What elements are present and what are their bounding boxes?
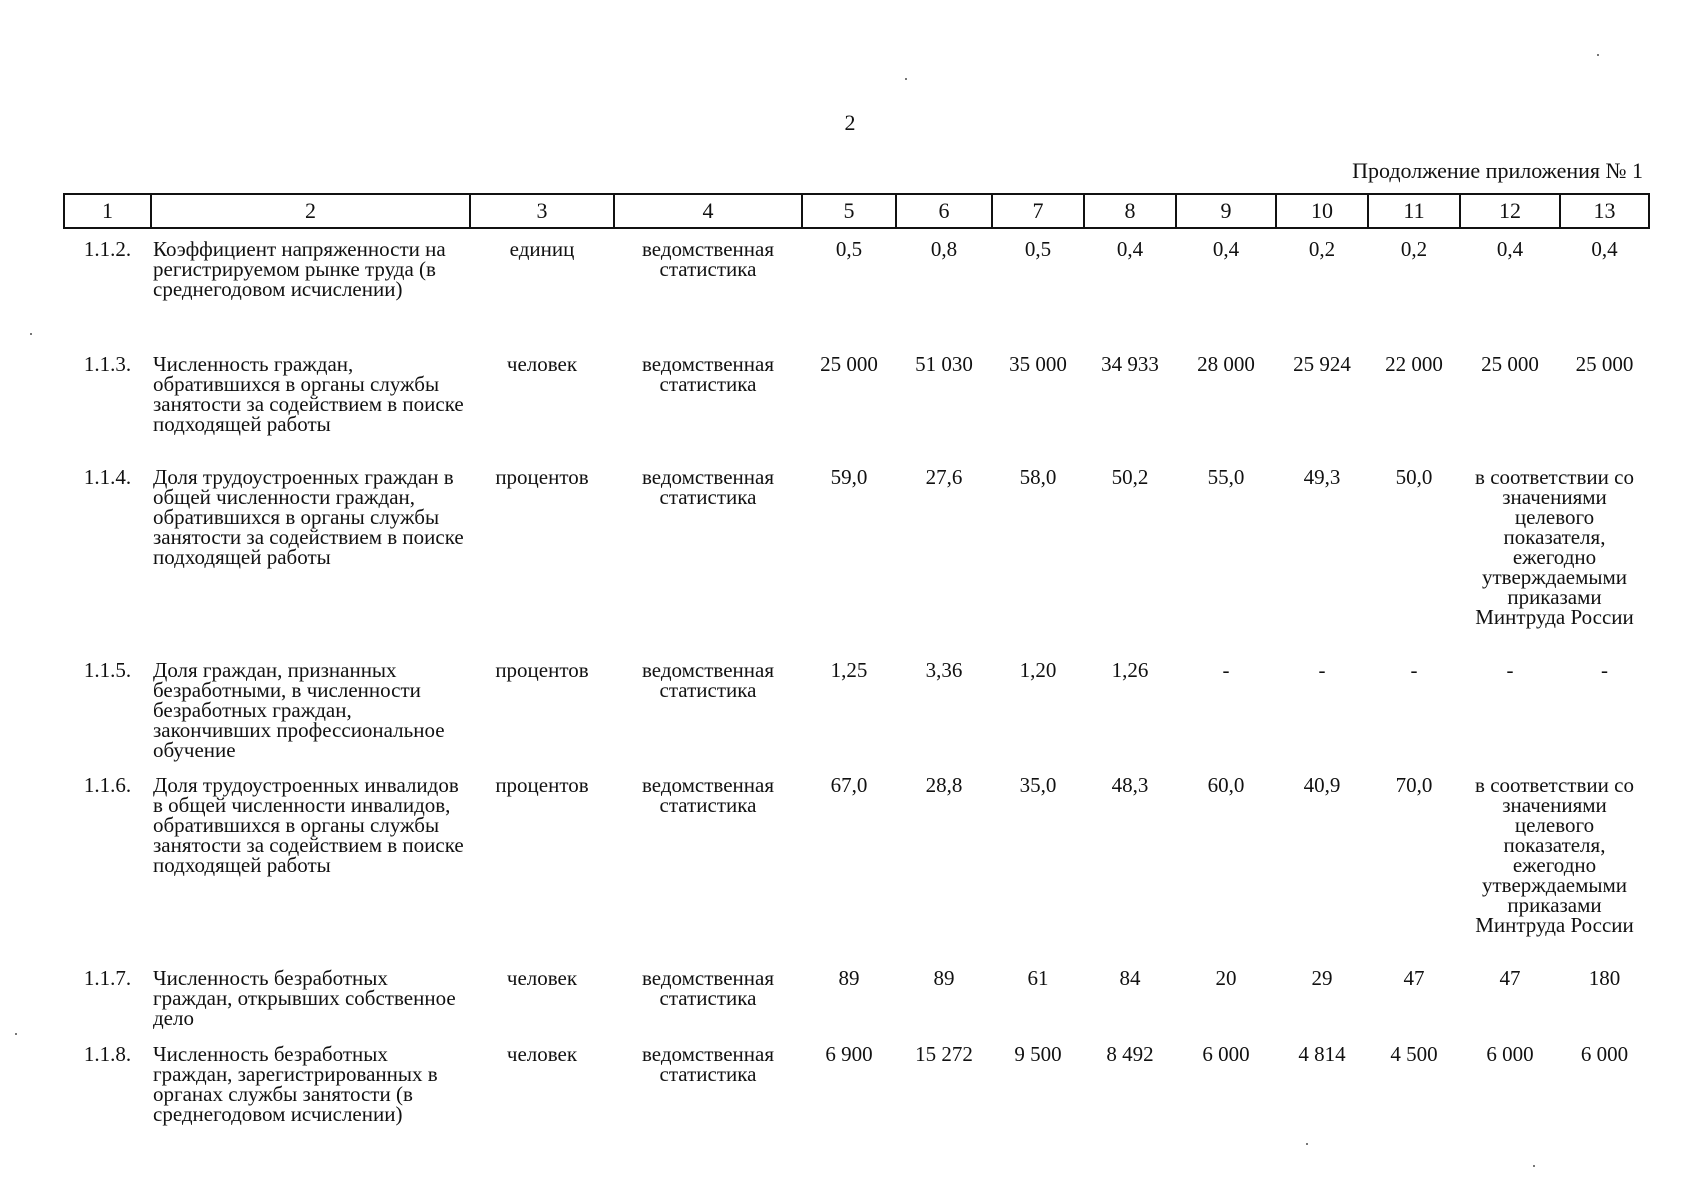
unit-cell: единиц xyxy=(509,237,575,261)
row-code: 1.1.4. xyxy=(83,465,132,489)
value-cell: 40,9 xyxy=(1303,773,1341,797)
value-cell: 6 000 xyxy=(1486,1042,1534,1066)
scan-speck xyxy=(905,78,907,80)
column-number-header: 7 xyxy=(992,194,1084,228)
value-cell: 28,8 xyxy=(925,773,963,797)
scan-speck xyxy=(1306,1143,1308,1145)
indicator-name: Коэффициент напряженности на регистрируемом рынке труда (в среднегодовом исчислении) xyxy=(153,237,446,301)
value-cell: 50,2 xyxy=(1111,465,1149,489)
indicator-name: Доля граждан, признанных безработными, в численности безработных граждан, закончивших профессиональное обучение xyxy=(153,658,445,762)
value-cell: 0,5 xyxy=(1024,237,1052,261)
table-row xyxy=(64,650,1649,765)
value-cell: 0,8 xyxy=(930,237,958,261)
source-cell: ведомственная статистика xyxy=(642,237,774,281)
value-cell: 6 000 xyxy=(1580,1042,1629,1066)
value-cell: 28 000 xyxy=(1197,352,1255,376)
value-cell: 0,4 xyxy=(1591,237,1618,261)
value-cell: 35 000 xyxy=(1009,352,1067,376)
value-cell: 89 xyxy=(933,966,955,990)
value-cell: 61 xyxy=(1027,966,1049,990)
indicator-name: Численность безработных граждан, открывших собственное дело xyxy=(153,966,456,1030)
table-row xyxy=(64,228,1649,344)
value-cell: 4 500 xyxy=(1390,1042,1438,1066)
scan-speck xyxy=(1533,1165,1535,1167)
value-cell: 49,3 xyxy=(1303,465,1341,489)
value-cell: 60,0 xyxy=(1207,773,1245,797)
table-row xyxy=(64,765,1649,958)
column-number-header: 6 xyxy=(896,194,992,228)
value-cell: 55,0 xyxy=(1207,465,1245,489)
column-number-header: 3 xyxy=(470,194,614,228)
value-cell: 1,20 xyxy=(1019,658,1057,682)
row-code: 1.1.6. xyxy=(83,773,132,797)
column-number-header: 5 xyxy=(802,194,896,228)
row-code: 1.1.5. xyxy=(83,658,132,682)
column-number-header: 9 xyxy=(1176,194,1276,228)
row-code: 1.1.2. xyxy=(83,237,132,261)
table-row xyxy=(64,457,1649,650)
unit-cell: процентов xyxy=(495,658,589,682)
column-number-header: 2 xyxy=(151,194,470,228)
row-code: 1.1.7. xyxy=(83,966,132,990)
value-cell: 25 924 xyxy=(1293,352,1351,376)
value-cell: 59,0 xyxy=(830,465,868,489)
value-cell: 180 xyxy=(1588,966,1621,990)
value-cell: 0,2 xyxy=(1308,237,1336,261)
value-cell: 70,0 xyxy=(1395,773,1433,797)
indicator-name: Численность граждан, обратившихся в органы службы занятости за содействием в поиске подходящей работы xyxy=(153,352,464,436)
column-number-header: 10 xyxy=(1276,194,1368,228)
unit-cell: процентов xyxy=(495,773,589,797)
value-cell: 0,4 xyxy=(1496,237,1524,261)
value-cell: 20 xyxy=(1215,966,1237,990)
target-note: в соответствии со значениями целевого показателя, ежегодно утверждаемыми приказами Минтруда России xyxy=(1475,465,1634,629)
value-cell: 34 933 xyxy=(1101,352,1159,376)
target-note: в соответствии со значениями целевого показателя, ежегодно утверждаемыми приказами Минтруда России xyxy=(1475,773,1634,937)
value-cell: 25 000 xyxy=(1481,352,1539,376)
value-cell: 89 xyxy=(838,966,860,990)
source-cell: ведомственная статистика xyxy=(642,1042,774,1086)
page-number: 2 xyxy=(844,110,856,135)
indicator-name: Доля трудоустроенных граждан в общей численности граждан, обратившихся в органы службы занятости за содействием в поиске подходящей работы xyxy=(153,465,464,569)
appendix-continuation-caption: Продолжение приложения № 1 xyxy=(1352,158,1643,183)
value-cell: - xyxy=(1601,658,1608,682)
value-cell: - xyxy=(1410,658,1418,682)
value-cell: 1,26 xyxy=(1111,658,1149,682)
unit-cell: человек xyxy=(506,1042,578,1066)
indicator-name: Доля трудоустроенных инвалидов в общей численности инвалидов, обратившихся в органы службы занятости за содействием в поиске подходящей работы xyxy=(153,773,464,877)
value-cell: 8 492 xyxy=(1106,1042,1154,1066)
value-cell: 15 272 xyxy=(915,1042,973,1066)
value-cell: 9 500 xyxy=(1014,1042,1062,1066)
value-cell: 0,4 xyxy=(1116,237,1144,261)
source-cell: ведомственная статистика xyxy=(642,966,774,1010)
value-cell: - xyxy=(1318,658,1326,682)
value-cell: 27,6 xyxy=(925,465,963,489)
unit-cell: процентов xyxy=(495,465,589,489)
value-cell: 51 030 xyxy=(915,352,973,376)
value-cell: - xyxy=(1506,658,1514,682)
source-cell: ведомственная статистика xyxy=(642,352,774,396)
column-number-header: 11 xyxy=(1368,194,1460,228)
value-cell: 0,4 xyxy=(1212,237,1240,261)
row-code: 1.1.8. xyxy=(83,1042,132,1066)
unit-cell: человек xyxy=(506,966,578,990)
value-cell: 35,0 xyxy=(1019,773,1057,797)
value-cell: 25 000 xyxy=(1575,352,1634,376)
value-cell: 22 000 xyxy=(1385,352,1443,376)
value-cell: 29 xyxy=(1311,966,1333,990)
table-row xyxy=(64,958,1649,1034)
value-cell: - xyxy=(1222,658,1230,682)
value-cell: 84 xyxy=(1119,966,1141,990)
value-cell: 50,0 xyxy=(1395,465,1433,489)
column-number-header: 8 xyxy=(1084,194,1176,228)
table-row xyxy=(64,1034,1649,1154)
column-number-header: 4 xyxy=(614,194,802,228)
value-cell: 58,0 xyxy=(1019,465,1057,489)
value-cell: 67,0 xyxy=(830,773,868,797)
scan-speck xyxy=(30,333,32,335)
source-cell: ведомственная статистика xyxy=(642,658,774,702)
column-number-header-row xyxy=(64,194,1649,228)
value-cell: 0,5 xyxy=(835,237,863,261)
value-cell: 25 000 xyxy=(820,352,878,376)
table-row xyxy=(64,344,1649,457)
source-cell: ведомственная статистика xyxy=(642,465,774,509)
value-cell: 4 814 xyxy=(1298,1042,1346,1066)
unit-cell: человек xyxy=(506,352,578,376)
source-cell: ведомственная статистика xyxy=(642,773,774,817)
column-number-header: 1 xyxy=(64,194,151,228)
column-number-header: 13 xyxy=(1560,194,1649,228)
value-cell: 3,36 xyxy=(925,658,963,682)
value-cell: 6 900 xyxy=(825,1042,873,1066)
value-cell: 1,25 xyxy=(830,658,868,682)
column-number-header: 12 xyxy=(1460,194,1560,228)
scan-speck xyxy=(1597,54,1599,56)
indicator-name: Численность безработных граждан, зарегистрированных в органах службы занятости (в среднегодовом исчислении) xyxy=(153,1042,438,1126)
row-code: 1.1.3. xyxy=(83,352,132,376)
value-cell: 0,2 xyxy=(1400,237,1428,261)
indicators-table xyxy=(63,193,1650,1154)
value-cell: 47 xyxy=(1403,966,1425,990)
value-cell: 47 xyxy=(1499,966,1521,990)
value-cell: 6 000 xyxy=(1202,1042,1250,1066)
value-cell: 48,3 xyxy=(1111,773,1149,797)
scan-speck xyxy=(15,1033,17,1035)
